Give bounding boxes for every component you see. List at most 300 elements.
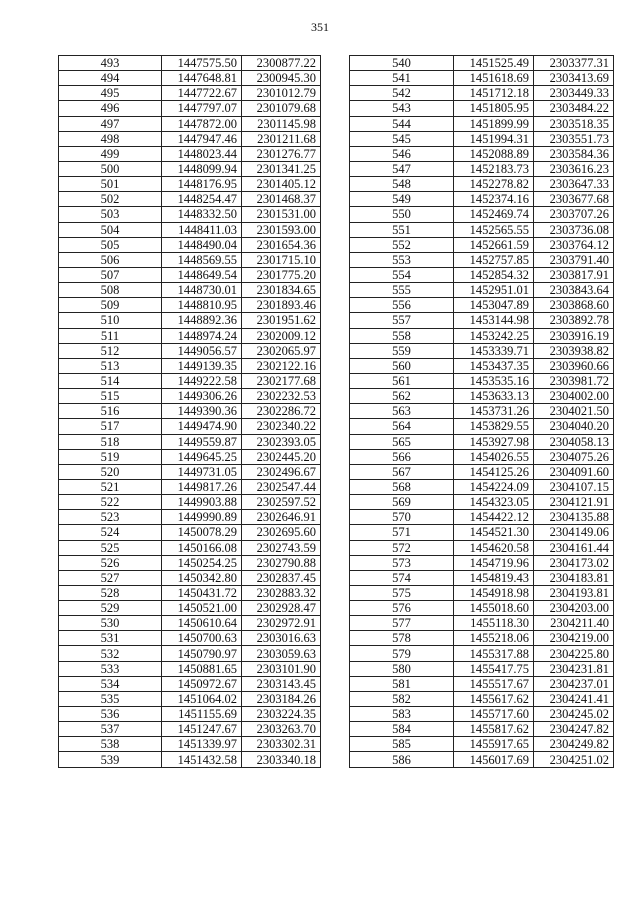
x-coordinate-cell: 1447722.67 xyxy=(162,86,242,101)
table-row xyxy=(350,267,614,282)
point-number-cell: 498 xyxy=(59,131,162,146)
table-row xyxy=(350,601,614,616)
x-coordinate-cell: 1448649.54 xyxy=(162,267,242,282)
x-coordinate-cell: 1451712.18 xyxy=(454,86,534,101)
x-coordinate-cell: 1449559.87 xyxy=(162,434,242,449)
table-row xyxy=(59,86,321,101)
x-coordinate-cell: 1453829.55 xyxy=(454,419,534,434)
table-row xyxy=(350,116,614,131)
x-coordinate-cell: 1448490.04 xyxy=(162,237,242,252)
y-coordinate-cell: 2303059.63 xyxy=(242,646,321,661)
table-row xyxy=(350,495,614,510)
y-coordinate-cell: 2302286.72 xyxy=(242,404,321,419)
x-coordinate-cell: 1447575.50 xyxy=(162,56,242,71)
table-row xyxy=(59,116,321,131)
point-number-cell: 518 xyxy=(59,434,162,449)
y-coordinate-cell: 2302445.20 xyxy=(242,449,321,464)
x-coordinate-cell: 1455917.65 xyxy=(454,737,534,752)
table-row xyxy=(350,222,614,237)
x-coordinate-cell: 1450972.67 xyxy=(162,676,242,691)
x-coordinate-cell: 1455717.60 xyxy=(454,707,534,722)
x-coordinate-cell: 1451899.99 xyxy=(454,116,534,131)
point-number-cell: 494 xyxy=(59,71,162,86)
y-coordinate-cell: 2304183.81 xyxy=(534,570,614,585)
y-coordinate-cell: 2303413.69 xyxy=(534,71,614,86)
point-number-cell: 514 xyxy=(59,373,162,388)
table-row xyxy=(350,373,614,388)
x-coordinate-cell: 1455218.06 xyxy=(454,631,534,646)
x-coordinate-cell: 1452374.16 xyxy=(454,192,534,207)
x-coordinate-cell: 1447648.81 xyxy=(162,71,242,86)
point-number-cell: 517 xyxy=(59,419,162,434)
y-coordinate-cell: 2301145.98 xyxy=(242,116,321,131)
table-row xyxy=(59,555,321,570)
table-body xyxy=(59,56,321,768)
point-number-cell: 499 xyxy=(59,146,162,161)
point-number-cell: 550 xyxy=(350,207,454,222)
point-number-cell: 511 xyxy=(59,328,162,343)
table-row xyxy=(59,161,321,176)
y-coordinate-cell: 2304091.60 xyxy=(534,464,614,479)
table-row xyxy=(350,177,614,192)
table-row xyxy=(59,585,321,600)
point-number-cell: 509 xyxy=(59,298,162,313)
x-coordinate-cell: 1455617.62 xyxy=(454,691,534,706)
point-number-cell: 520 xyxy=(59,464,162,479)
y-coordinate-cell: 2302837.45 xyxy=(242,570,321,585)
point-number-cell: 575 xyxy=(350,585,454,600)
table-row xyxy=(350,661,614,676)
y-coordinate-cell: 2303184.26 xyxy=(242,691,321,706)
table-row xyxy=(350,585,614,600)
x-coordinate-cell: 1449390.36 xyxy=(162,404,242,419)
table-row xyxy=(59,631,321,646)
x-coordinate-cell: 1449056.57 xyxy=(162,343,242,358)
table-row xyxy=(59,691,321,706)
y-coordinate-cell: 2303916.19 xyxy=(534,328,614,343)
x-coordinate-cell: 1454918.98 xyxy=(454,585,534,600)
table-row xyxy=(350,86,614,101)
point-number-cell: 551 xyxy=(350,222,454,237)
table-row xyxy=(350,737,614,752)
point-number-cell: 574 xyxy=(350,570,454,585)
table-row xyxy=(350,343,614,358)
y-coordinate-cell: 2302496.67 xyxy=(242,464,321,479)
y-coordinate-cell: 2302790.88 xyxy=(242,555,321,570)
table-row xyxy=(350,146,614,161)
table-row xyxy=(59,464,321,479)
y-coordinate-cell: 2303817.91 xyxy=(534,267,614,282)
point-number-cell: 543 xyxy=(350,101,454,116)
y-coordinate-cell: 2304002.00 xyxy=(534,389,614,404)
y-coordinate-cell: 2303981.72 xyxy=(534,373,614,388)
point-number-cell: 579 xyxy=(350,646,454,661)
table-row xyxy=(59,177,321,192)
table-row xyxy=(59,101,321,116)
x-coordinate-cell: 1449731.05 xyxy=(162,464,242,479)
point-number-cell: 581 xyxy=(350,676,454,691)
y-coordinate-cell: 2302177.68 xyxy=(242,373,321,388)
point-number-cell: 549 xyxy=(350,192,454,207)
x-coordinate-cell: 1448332.50 xyxy=(162,207,242,222)
y-coordinate-cell: 2301531.00 xyxy=(242,207,321,222)
x-coordinate-cell: 1448099.94 xyxy=(162,161,242,176)
point-number-cell: 503 xyxy=(59,207,162,222)
point-number-cell: 556 xyxy=(350,298,454,313)
point-number-cell: 584 xyxy=(350,722,454,737)
y-coordinate-cell: 2302009.12 xyxy=(242,328,321,343)
y-coordinate-cell: 2303938.82 xyxy=(534,343,614,358)
x-coordinate-cell: 1455517.67 xyxy=(454,676,534,691)
page-number: 351 xyxy=(311,20,329,34)
table-row xyxy=(350,691,614,706)
table-row xyxy=(350,510,614,525)
point-number-cell: 519 xyxy=(59,449,162,464)
y-coordinate-cell: 2300945.30 xyxy=(242,71,321,86)
table-row xyxy=(59,722,321,737)
y-coordinate-cell: 2303764.12 xyxy=(534,237,614,252)
x-coordinate-cell: 1449645.25 xyxy=(162,449,242,464)
y-coordinate-cell: 2304251.02 xyxy=(534,752,614,767)
y-coordinate-cell: 2303707.26 xyxy=(534,207,614,222)
x-coordinate-cell: 1451064.02 xyxy=(162,691,242,706)
x-coordinate-cell: 1456017.69 xyxy=(454,752,534,767)
x-coordinate-cell: 1448411.03 xyxy=(162,222,242,237)
x-coordinate-cell: 1452278.82 xyxy=(454,177,534,192)
table-row xyxy=(59,661,321,676)
point-number-cell: 507 xyxy=(59,267,162,282)
table-row xyxy=(350,298,614,313)
point-number-cell: 554 xyxy=(350,267,454,282)
table-row xyxy=(59,707,321,722)
x-coordinate-cell: 1449139.35 xyxy=(162,358,242,373)
y-coordinate-cell: 2300877.22 xyxy=(242,56,321,71)
point-number-cell: 560 xyxy=(350,358,454,373)
table-row xyxy=(59,71,321,86)
y-coordinate-cell: 2304237.01 xyxy=(534,676,614,691)
table-row xyxy=(59,207,321,222)
point-number-cell: 546 xyxy=(350,146,454,161)
x-coordinate-cell: 1448023.44 xyxy=(162,146,242,161)
x-coordinate-cell: 1449474.90 xyxy=(162,419,242,434)
table-row xyxy=(350,707,614,722)
y-coordinate-cell: 2301468.37 xyxy=(242,192,321,207)
x-coordinate-cell: 1449817.26 xyxy=(162,479,242,494)
table-row xyxy=(350,752,614,767)
y-coordinate-cell: 2304193.81 xyxy=(534,585,614,600)
x-coordinate-cell: 1451805.95 xyxy=(454,101,534,116)
y-coordinate-cell: 2304040.20 xyxy=(534,419,614,434)
table-row xyxy=(350,676,614,691)
table-row xyxy=(350,131,614,146)
y-coordinate-cell: 2302065.97 xyxy=(242,343,321,358)
point-number-cell: 566 xyxy=(350,449,454,464)
x-coordinate-cell: 1449903.88 xyxy=(162,495,242,510)
y-coordinate-cell: 2301593.00 xyxy=(242,222,321,237)
y-coordinate-cell: 2304161.44 xyxy=(534,540,614,555)
y-coordinate-cell: 2302972.91 xyxy=(242,616,321,631)
x-coordinate-cell: 1450342.80 xyxy=(162,570,242,585)
x-coordinate-cell: 1455817.62 xyxy=(454,722,534,737)
y-coordinate-cell: 2301951.62 xyxy=(242,313,321,328)
x-coordinate-cell: 1450254.25 xyxy=(162,555,242,570)
point-number-cell: 586 xyxy=(350,752,454,767)
y-coordinate-cell: 2304135.88 xyxy=(534,510,614,525)
x-coordinate-cell: 1452757.85 xyxy=(454,252,534,267)
y-coordinate-cell: 2303143.45 xyxy=(242,676,321,691)
y-coordinate-cell: 2303340.18 xyxy=(242,752,321,767)
y-coordinate-cell: 2301211.68 xyxy=(242,131,321,146)
y-coordinate-cell: 2302547.44 xyxy=(242,479,321,494)
point-number-cell: 555 xyxy=(350,283,454,298)
table-row xyxy=(350,722,614,737)
point-number-cell: 500 xyxy=(59,161,162,176)
x-coordinate-cell: 1447947.46 xyxy=(162,131,242,146)
table-row xyxy=(59,404,321,419)
x-coordinate-cell: 1455317.88 xyxy=(454,646,534,661)
x-coordinate-cell: 1452565.55 xyxy=(454,222,534,237)
point-number-cell: 565 xyxy=(350,434,454,449)
x-coordinate-cell: 1453731.26 xyxy=(454,404,534,419)
x-coordinate-cell: 1451432.58 xyxy=(162,752,242,767)
point-number-cell: 562 xyxy=(350,389,454,404)
point-number-cell: 577 xyxy=(350,616,454,631)
table-row xyxy=(59,752,321,767)
table-row xyxy=(59,222,321,237)
y-coordinate-cell: 2303892.78 xyxy=(534,313,614,328)
y-coordinate-cell: 2302393.05 xyxy=(242,434,321,449)
x-coordinate-cell: 1454125.26 xyxy=(454,464,534,479)
x-coordinate-cell: 1451994.31 xyxy=(454,131,534,146)
point-number-cell: 568 xyxy=(350,479,454,494)
table-row xyxy=(350,71,614,86)
point-number-cell: 521 xyxy=(59,479,162,494)
y-coordinate-cell: 2303101.90 xyxy=(242,661,321,676)
coordinate-table-left xyxy=(58,55,321,768)
x-coordinate-cell: 1447797.07 xyxy=(162,101,242,116)
point-number-cell: 497 xyxy=(59,116,162,131)
point-number-cell: 540 xyxy=(350,56,454,71)
table-row xyxy=(59,267,321,282)
table-row xyxy=(59,192,321,207)
x-coordinate-cell: 1448254.47 xyxy=(162,192,242,207)
table-row xyxy=(350,419,614,434)
x-coordinate-cell: 1451618.69 xyxy=(454,71,534,86)
y-coordinate-cell: 2304219.00 xyxy=(534,631,614,646)
table-row xyxy=(59,540,321,555)
table-row xyxy=(59,313,321,328)
point-number-cell: 576 xyxy=(350,601,454,616)
x-coordinate-cell: 1453047.89 xyxy=(454,298,534,313)
x-coordinate-cell: 1453633.13 xyxy=(454,389,534,404)
y-coordinate-cell: 2304231.81 xyxy=(534,661,614,676)
x-coordinate-cell: 1449306.26 xyxy=(162,389,242,404)
point-number-cell: 582 xyxy=(350,691,454,706)
x-coordinate-cell: 1449990.89 xyxy=(162,510,242,525)
point-number-cell: 578 xyxy=(350,631,454,646)
y-coordinate-cell: 2301276.77 xyxy=(242,146,321,161)
table-row xyxy=(59,616,321,631)
x-coordinate-cell: 1450078.29 xyxy=(162,525,242,540)
x-coordinate-cell: 1454620.58 xyxy=(454,540,534,555)
x-coordinate-cell: 1448730.01 xyxy=(162,283,242,298)
y-coordinate-cell: 2301341.25 xyxy=(242,161,321,176)
point-number-cell: 522 xyxy=(59,495,162,510)
x-coordinate-cell: 1448892.36 xyxy=(162,313,242,328)
y-coordinate-cell: 2302695.60 xyxy=(242,525,321,540)
table-row xyxy=(59,328,321,343)
y-coordinate-cell: 2302232.53 xyxy=(242,389,321,404)
point-number-cell: 496 xyxy=(59,101,162,116)
y-coordinate-cell: 2301775.20 xyxy=(242,267,321,282)
table-row xyxy=(59,252,321,267)
point-number-cell: 538 xyxy=(59,737,162,752)
table-row xyxy=(59,434,321,449)
x-coordinate-cell: 1450166.08 xyxy=(162,540,242,555)
point-number-cell: 544 xyxy=(350,116,454,131)
table-row xyxy=(59,525,321,540)
table-row xyxy=(350,525,614,540)
y-coordinate-cell: 2301012.79 xyxy=(242,86,321,101)
y-coordinate-cell: 2301893.46 xyxy=(242,298,321,313)
point-number-cell: 583 xyxy=(350,707,454,722)
point-number-cell: 534 xyxy=(59,676,162,691)
point-number-cell: 527 xyxy=(59,570,162,585)
table-row xyxy=(350,328,614,343)
x-coordinate-cell: 1454719.96 xyxy=(454,555,534,570)
y-coordinate-cell: 2304075.26 xyxy=(534,449,614,464)
table-row xyxy=(350,358,614,373)
point-number-cell: 526 xyxy=(59,555,162,570)
x-coordinate-cell: 1450700.63 xyxy=(162,631,242,646)
y-coordinate-cell: 2301079.68 xyxy=(242,101,321,116)
x-coordinate-cell: 1454521.30 xyxy=(454,525,534,540)
point-number-cell: 493 xyxy=(59,56,162,71)
table-row xyxy=(59,389,321,404)
table-row xyxy=(59,570,321,585)
table-row xyxy=(350,252,614,267)
table-row xyxy=(350,434,614,449)
table-row xyxy=(350,207,614,222)
x-coordinate-cell: 1451155.69 xyxy=(162,707,242,722)
y-coordinate-cell: 2304247.82 xyxy=(534,722,614,737)
y-coordinate-cell: 2302597.52 xyxy=(242,495,321,510)
table-row xyxy=(59,343,321,358)
x-coordinate-cell: 1453535.16 xyxy=(454,373,534,388)
table-row xyxy=(59,373,321,388)
y-coordinate-cell: 2301715.10 xyxy=(242,252,321,267)
table-row xyxy=(59,449,321,464)
y-coordinate-cell: 2302122.16 xyxy=(242,358,321,373)
point-number-cell: 531 xyxy=(59,631,162,646)
y-coordinate-cell: 2303647.33 xyxy=(534,177,614,192)
table-row xyxy=(350,161,614,176)
x-coordinate-cell: 1454422.12 xyxy=(454,510,534,525)
y-coordinate-cell: 2302340.22 xyxy=(242,419,321,434)
point-number-cell: 564 xyxy=(350,419,454,434)
point-number-cell: 559 xyxy=(350,343,454,358)
y-coordinate-cell: 2302928.47 xyxy=(242,601,321,616)
x-coordinate-cell: 1450610.64 xyxy=(162,616,242,631)
point-number-cell: 553 xyxy=(350,252,454,267)
table-row xyxy=(59,56,321,71)
y-coordinate-cell: 2304241.41 xyxy=(534,691,614,706)
x-coordinate-cell: 1453927.98 xyxy=(454,434,534,449)
table-row xyxy=(59,676,321,691)
y-coordinate-cell: 2304225.80 xyxy=(534,646,614,661)
point-number-cell: 504 xyxy=(59,222,162,237)
table-row xyxy=(350,449,614,464)
table-row xyxy=(59,237,321,252)
y-coordinate-cell: 2303449.33 xyxy=(534,86,614,101)
y-coordinate-cell: 2303791.40 xyxy=(534,252,614,267)
x-coordinate-cell: 1451525.49 xyxy=(454,56,534,71)
table-body xyxy=(350,56,614,768)
point-number-cell: 569 xyxy=(350,495,454,510)
x-coordinate-cell: 1452183.73 xyxy=(454,161,534,176)
point-number-cell: 501 xyxy=(59,177,162,192)
y-coordinate-cell: 2303016.63 xyxy=(242,631,321,646)
table-row xyxy=(59,146,321,161)
table-row xyxy=(350,56,614,71)
x-coordinate-cell: 1455417.75 xyxy=(454,661,534,676)
point-number-cell: 506 xyxy=(59,252,162,267)
point-number-cell: 508 xyxy=(59,283,162,298)
y-coordinate-cell: 2304203.00 xyxy=(534,601,614,616)
x-coordinate-cell: 1448569.55 xyxy=(162,252,242,267)
table-row xyxy=(350,283,614,298)
x-coordinate-cell: 1454026.55 xyxy=(454,449,534,464)
y-coordinate-cell: 2303736.08 xyxy=(534,222,614,237)
point-number-cell: 542 xyxy=(350,86,454,101)
x-coordinate-cell: 1455018.60 xyxy=(454,601,534,616)
point-number-cell: 561 xyxy=(350,373,454,388)
point-number-cell: 525 xyxy=(59,540,162,555)
x-coordinate-cell: 1450881.65 xyxy=(162,661,242,676)
point-number-cell: 547 xyxy=(350,161,454,176)
point-number-cell: 541 xyxy=(350,71,454,86)
table-row xyxy=(59,737,321,752)
point-number-cell: 563 xyxy=(350,404,454,419)
y-coordinate-cell: 2303960.66 xyxy=(534,358,614,373)
y-coordinate-cell: 2304107.15 xyxy=(534,479,614,494)
table-row xyxy=(59,479,321,494)
x-coordinate-cell: 1449222.58 xyxy=(162,373,242,388)
table-row xyxy=(350,616,614,631)
point-number-cell: 573 xyxy=(350,555,454,570)
y-coordinate-cell: 2304021.50 xyxy=(534,404,614,419)
point-number-cell: 530 xyxy=(59,616,162,631)
point-number-cell: 585 xyxy=(350,737,454,752)
y-coordinate-cell: 2304149.06 xyxy=(534,525,614,540)
y-coordinate-cell: 2304173.02 xyxy=(534,555,614,570)
table-row xyxy=(59,510,321,525)
x-coordinate-cell: 1450521.00 xyxy=(162,601,242,616)
point-number-cell: 510 xyxy=(59,313,162,328)
table-row xyxy=(350,237,614,252)
table-row xyxy=(350,313,614,328)
y-coordinate-cell: 2303677.68 xyxy=(534,192,614,207)
x-coordinate-cell: 1448810.95 xyxy=(162,298,242,313)
point-number-cell: 513 xyxy=(59,358,162,373)
y-coordinate-cell: 2304058.13 xyxy=(534,434,614,449)
table-row xyxy=(59,131,321,146)
point-number-cell: 524 xyxy=(59,525,162,540)
y-coordinate-cell: 2301834.65 xyxy=(242,283,321,298)
point-number-cell: 533 xyxy=(59,661,162,676)
table-row xyxy=(350,101,614,116)
y-coordinate-cell: 2304245.02 xyxy=(534,707,614,722)
